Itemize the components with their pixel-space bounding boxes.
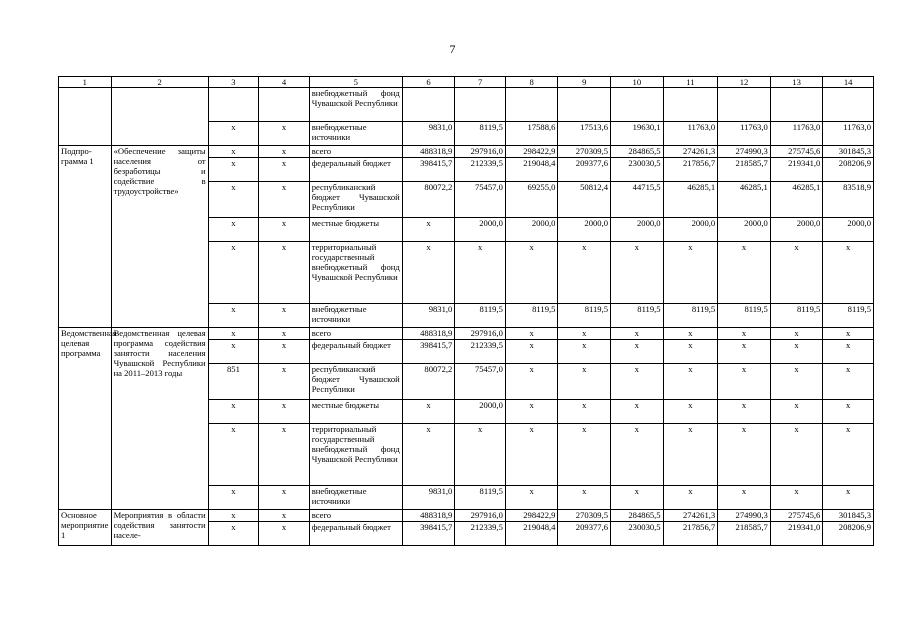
code-cell: х [208, 486, 259, 510]
value-cell: х [455, 242, 506, 304]
value-cell: 398415,7 [402, 522, 455, 546]
funding-source-cell: территориальный государственный внебюджетный фонд Чувашской Республики [309, 242, 402, 304]
value-cell: 274261,3 [663, 510, 718, 522]
funding-source-cell: внебюджетные источники [309, 304, 402, 328]
section-cell: х [259, 182, 310, 218]
value-cell: х [402, 424, 455, 486]
header-row [59, 77, 874, 88]
value-cell: 8119,5 [455, 122, 506, 146]
value-cell: 284865,5 [611, 510, 664, 522]
value-cell: х [663, 400, 718, 424]
value-cell: 46285,1 [663, 182, 718, 218]
section-cell: х [259, 242, 310, 304]
code-cell: х [208, 328, 259, 340]
value-cell: 8119,5 [718, 304, 771, 328]
value-cell: 301845,3 [823, 146, 874, 158]
value-cell: 209377,6 [558, 158, 611, 182]
value-cell: 80072,2 [402, 364, 455, 400]
code-cell: х [208, 122, 259, 146]
value-cell: х [663, 424, 718, 486]
value-cell: 230030,5 [611, 158, 664, 182]
value-cell: 8119,5 [455, 486, 506, 510]
header-cell: 6 [402, 77, 455, 88]
value-cell: 8119,5 [823, 304, 874, 328]
value-cell [505, 88, 558, 122]
value-cell: 2000,0 [663, 218, 718, 242]
value-cell: х [558, 364, 611, 400]
value-cell: х [505, 400, 558, 424]
value-cell: х [770, 364, 823, 400]
value-cell: 297916,0 [455, 328, 506, 340]
section-cell: х [259, 510, 310, 522]
value-cell: 2000,0 [455, 400, 506, 424]
value-cell: 46285,1 [770, 182, 823, 218]
funding-source-cell: внебюджетный фонд Чувашской Республики [309, 88, 402, 122]
value-cell [663, 88, 718, 122]
header-cell: 9 [558, 77, 611, 88]
code-cell: х [208, 304, 259, 328]
value-cell: 297916,0 [455, 146, 506, 158]
value-cell: 274261,3 [663, 146, 718, 158]
value-cell: х [505, 364, 558, 400]
code-cell: х [208, 158, 259, 182]
value-cell: 297916,0 [455, 510, 506, 522]
value-cell: 11763,0 [770, 122, 823, 146]
code-cell: х [208, 146, 259, 158]
value-cell [718, 88, 771, 122]
value-cell: х [558, 424, 611, 486]
value-cell: 2000,0 [718, 218, 771, 242]
value-cell: 50812,4 [558, 182, 611, 218]
value-cell: х [611, 340, 664, 364]
value-cell: х [718, 242, 771, 304]
page-number: 7 [449, 42, 456, 56]
funding-source-cell: всего [309, 510, 402, 522]
value-cell: 11763,0 [823, 122, 874, 146]
value-cell: х [558, 486, 611, 510]
table-row [59, 146, 874, 158]
value-cell: 219341,0 [770, 158, 823, 182]
value-cell: 8119,5 [770, 304, 823, 328]
header-cell: 13 [770, 77, 823, 88]
value-cell: 2000,0 [770, 218, 823, 242]
value-cell: х [611, 364, 664, 400]
value-cell: 2000,0 [558, 218, 611, 242]
value-cell: х [402, 400, 455, 424]
value-cell: 2000,0 [823, 218, 874, 242]
value-cell: х [823, 364, 874, 400]
value-cell: х [611, 424, 664, 486]
code-cell: х [208, 340, 259, 364]
value-cell: 69255,0 [505, 182, 558, 218]
value-cell: х [823, 424, 874, 486]
funding-source-cell: федеральный бюджет [309, 158, 402, 182]
value-cell [611, 88, 664, 122]
section-cell [259, 88, 310, 122]
value-cell: х [823, 328, 874, 340]
value-cell: 301845,3 [823, 510, 874, 522]
header-cell: 4 [259, 77, 310, 88]
funding-source-cell: всего [309, 328, 402, 340]
funding-source-cell: федеральный бюджет [309, 522, 402, 546]
section-cell: х [259, 122, 310, 146]
section-cell: х [259, 304, 310, 328]
value-cell: 398415,7 [402, 158, 455, 182]
value-cell: 8119,5 [455, 304, 506, 328]
value-cell: х [823, 242, 874, 304]
section-cell: х [259, 158, 310, 182]
value-cell: х [558, 400, 611, 424]
value-cell: х [718, 364, 771, 400]
row-title-cell: Ведомственная целевая программа [59, 328, 112, 510]
value-cell: 219048,4 [505, 158, 558, 182]
row-name-cell: Ведомственная целевая программа содействия занятости населения Чувашской Республики на 2011–2013 годы [111, 328, 208, 510]
value-cell: 488318,9 [402, 146, 455, 158]
value-cell: х [611, 400, 664, 424]
value-cell: 19630,1 [611, 122, 664, 146]
value-cell: 75457,0 [455, 182, 506, 218]
value-cell: 17513,6 [558, 122, 611, 146]
code-cell [208, 88, 259, 122]
value-cell: 11763,0 [718, 122, 771, 146]
value-cell: х [663, 328, 718, 340]
value-cell: х [718, 400, 771, 424]
value-cell: х [402, 218, 455, 242]
value-cell: х [718, 486, 771, 510]
value-cell: 230030,5 [611, 522, 664, 546]
code-cell: х [208, 424, 259, 486]
value-cell: 219048,4 [505, 522, 558, 546]
value-cell: 212339,5 [455, 522, 506, 546]
code-cell: 851 [208, 364, 259, 400]
code-cell: х [208, 522, 259, 546]
value-cell: х [455, 424, 506, 486]
value-cell: 219341,0 [770, 522, 823, 546]
value-cell: 274990,3 [718, 146, 771, 158]
value-cell: х [663, 364, 718, 400]
table-row [59, 328, 874, 340]
value-cell: х [663, 242, 718, 304]
value-cell: 9831,0 [402, 486, 455, 510]
value-cell: 274990,3 [718, 510, 771, 522]
row-title-cell [59, 88, 112, 146]
value-cell: 9831,0 [402, 304, 455, 328]
section-cell: х [259, 364, 310, 400]
value-cell: х [770, 424, 823, 486]
value-cell: 270309,5 [558, 146, 611, 158]
value-cell: 270309,5 [558, 510, 611, 522]
value-cell: х [611, 486, 664, 510]
header-cell: 11 [663, 77, 718, 88]
value-cell: 208206,9 [823, 158, 874, 182]
value-cell: 298422,9 [505, 510, 558, 522]
value-cell: 8119,5 [558, 304, 611, 328]
section-cell: х [259, 340, 310, 364]
value-cell: х [718, 424, 771, 486]
row-title-cell: Подпро-грамма 1 [59, 146, 112, 328]
value-cell: 398415,7 [402, 340, 455, 364]
value-cell: 44715,5 [611, 182, 664, 218]
section-cell: х [259, 522, 310, 546]
value-cell: 2000,0 [505, 218, 558, 242]
funding-source-cell: внебюджетные источники [309, 486, 402, 510]
header-cell: 8 [505, 77, 558, 88]
value-cell: х [505, 328, 558, 340]
value-cell: 275745,6 [770, 146, 823, 158]
row-title-cell: Основное мероприятие 1 [59, 510, 112, 546]
header-cell: 10 [611, 77, 664, 88]
value-cell: х [611, 328, 664, 340]
header-cell: 5 [309, 77, 402, 88]
value-cell: х [663, 340, 718, 364]
value-cell: 488318,9 [402, 510, 455, 522]
value-cell: х [505, 486, 558, 510]
value-cell: 212339,5 [455, 340, 506, 364]
value-cell: 11763,0 [663, 122, 718, 146]
section-cell: х [259, 424, 310, 486]
funding-source-cell: территориальный государственный внебюджетный фонд Чувашской Республики [309, 424, 402, 486]
table-row [59, 88, 874, 122]
section-cell: х [259, 328, 310, 340]
budget-table [58, 76, 874, 546]
header-cell: 2 [111, 77, 208, 88]
value-cell: х [402, 242, 455, 304]
code-cell: х [208, 510, 259, 522]
funding-source-cell: местные бюджеты [309, 400, 402, 424]
value-cell: х [770, 486, 823, 510]
value-cell: х [558, 340, 611, 364]
value-cell: х [770, 400, 823, 424]
funding-source-cell: местные бюджеты [309, 218, 402, 242]
value-cell: 17588,6 [505, 122, 558, 146]
value-cell: 83518,9 [823, 182, 874, 218]
value-cell: 218585,7 [718, 158, 771, 182]
value-cell: 2000,0 [455, 218, 506, 242]
value-cell: 298422,9 [505, 146, 558, 158]
value-cell: 9831,0 [402, 122, 455, 146]
value-cell: х [770, 340, 823, 364]
row-name-cell: «Обеспечение защиты населения от безработицы и содействие в трудоустройстве» [111, 146, 208, 328]
header-cell: 3 [208, 77, 259, 88]
value-cell [455, 88, 506, 122]
value-cell: 217856,7 [663, 158, 718, 182]
value-cell: х [558, 328, 611, 340]
funding-source-cell: внебюджетные источники [309, 122, 402, 146]
value-cell: 8119,5 [611, 304, 664, 328]
funding-source-cell: всего [309, 146, 402, 158]
value-cell: 208206,9 [823, 522, 874, 546]
value-cell [558, 88, 611, 122]
value-cell: 212339,5 [455, 158, 506, 182]
value-cell: 217856,7 [663, 522, 718, 546]
value-cell: 275745,6 [770, 510, 823, 522]
row-name-cell: Мероприятия в области содействия занятости населе- [111, 510, 208, 546]
section-cell: х [259, 486, 310, 510]
value-cell: х [611, 242, 664, 304]
header-cell: 14 [823, 77, 874, 88]
code-cell: х [208, 400, 259, 424]
value-cell: х [505, 340, 558, 364]
value-cell: 2000,0 [611, 218, 664, 242]
value-cell: х [718, 328, 771, 340]
value-cell [823, 88, 874, 122]
table-row [59, 510, 874, 522]
value-cell: х [823, 486, 874, 510]
header-cell: 1 [59, 77, 112, 88]
funding-source-cell: республиканский бюджет Чувашской Республики [309, 364, 402, 400]
value-cell: 284865,5 [611, 146, 664, 158]
value-cell: х [823, 400, 874, 424]
header-cell: 12 [718, 77, 771, 88]
value-cell: х [770, 242, 823, 304]
value-cell [770, 88, 823, 122]
value-cell: х [718, 340, 771, 364]
funding-source-cell: республиканский бюджет Чувашской Республики [309, 182, 402, 218]
value-cell: х [770, 328, 823, 340]
header-cell: 7 [455, 77, 506, 88]
value-cell: 46285,1 [718, 182, 771, 218]
value-cell: х [505, 424, 558, 486]
value-cell: 8119,5 [505, 304, 558, 328]
funding-source-cell: федеральный бюджет [309, 340, 402, 364]
value-cell: 488318,9 [402, 328, 455, 340]
value-cell: 75457,0 [455, 364, 506, 400]
value-cell: 8119,5 [663, 304, 718, 328]
value-cell: 209377,6 [558, 522, 611, 546]
value-cell: х [505, 242, 558, 304]
section-cell: х [259, 218, 310, 242]
code-cell: х [208, 218, 259, 242]
section-cell: х [259, 400, 310, 424]
value-cell: х [823, 340, 874, 364]
code-cell: х [208, 242, 259, 304]
row-name-cell [111, 88, 208, 146]
value-cell: х [663, 486, 718, 510]
value-cell: 218585,7 [718, 522, 771, 546]
code-cell: х [208, 182, 259, 218]
section-cell: х [259, 146, 310, 158]
value-cell: х [558, 242, 611, 304]
value-cell [402, 88, 455, 122]
value-cell: 80072,2 [402, 182, 455, 218]
